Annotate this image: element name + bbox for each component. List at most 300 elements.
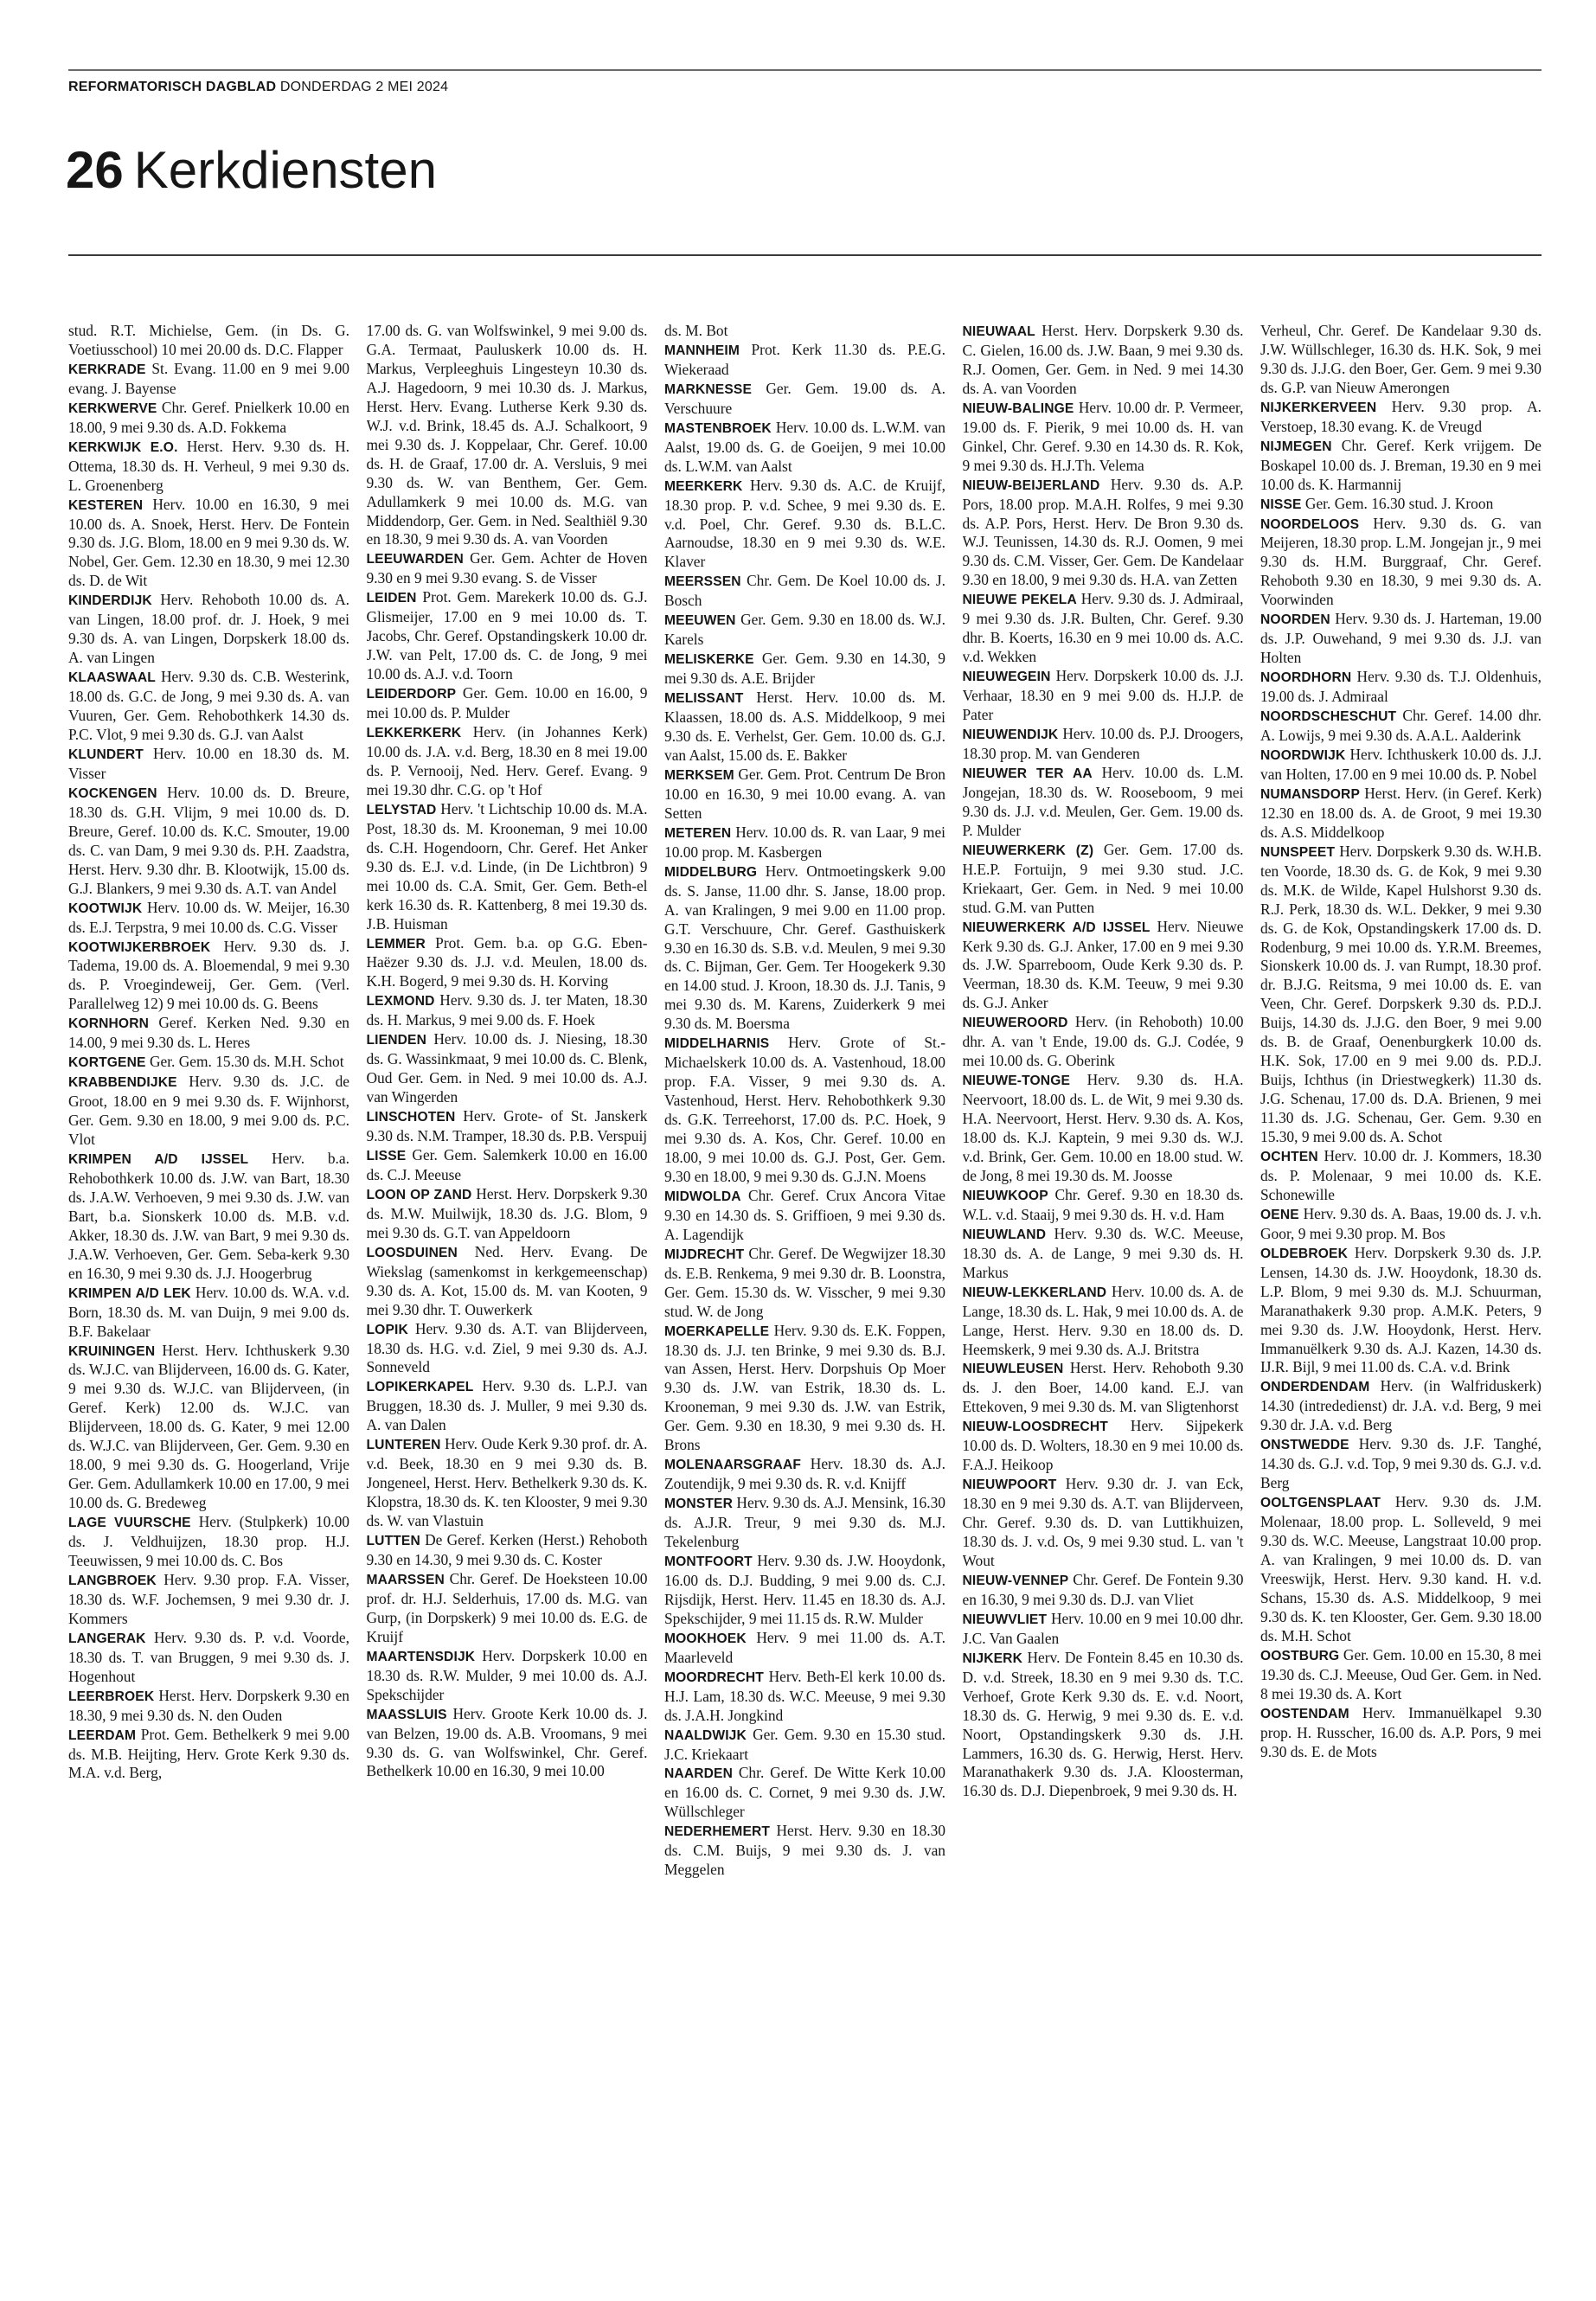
place-name: NIEUWE-TONGE <box>962 1074 1071 1089</box>
listing-entry <box>664 1187 945 1245</box>
place-name: LANGERAK <box>68 1631 146 1646</box>
listing-entry <box>963 1571 1244 1610</box>
listing-entry <box>963 725 1244 764</box>
listing-entry <box>1260 1244 1542 1378</box>
listing-entry <box>68 1073 349 1150</box>
listing-entry <box>1260 322 1542 398</box>
service-details: Herst. Herv. 9.30 en 18.30 ds. C.M. Buijs, 9 mei 9.30 ds. J. van Meggelen <box>664 1822 945 1879</box>
service-details: Herv. 10.00 ds. L.M. Jongejan, 18.30 ds. W. Rooseboom, 9 mei 9.30 ds. J.J. v.d. Meulen, Ger. Gem. 19.00 ds. P. Mulder <box>962 763 1244 839</box>
place-name: NIEUW-BALINGE <box>962 401 1074 416</box>
place-name: MOOKHOEK <box>664 1631 747 1646</box>
service-details: Herv. Grote- of St. Janskerk 9.30 ds. N.M. Tramper, 18.30 ds. P.B. Verspuij <box>366 1107 648 1145</box>
place-name: MOLENAARSGRAAF <box>664 1458 802 1473</box>
place-name: KERKWIJK E.O. <box>68 439 178 455</box>
service-details: Herv. 10.00 dr. P. Vermeer, 19.00 ds. F. Pierik, 9 mei 10.00 ds. H. van Ginkel, Chr. Geref. 9.30 en 14.30 ds. R. Kok, 9 mei 9.30 ds. H.J.Th. Velema <box>962 398 1244 474</box>
listing-entry <box>1260 1493 1542 1646</box>
listing-entry <box>367 723 648 800</box>
place-name: KESTEREN <box>68 497 144 513</box>
service-details: Herv. 10.00 en 16.30, 9 mei 10.00 ds. A. Snoek, Herst. Herv. De Fontein 9.30 ds. J.G. Blom, 18.00 en 9 mei 9.30 ds. W. Nobel, Ger. Gem. 12.30 en 18.30, 9 mei 12.30 ds. D. de Wit <box>68 495 349 590</box>
listing-entry <box>367 1531 648 1570</box>
listing-entry <box>1260 495 1542 515</box>
place-name: NIEUW-BEIJERLAND <box>962 478 1100 493</box>
column-4 <box>963 322 1244 2284</box>
service-details: Herv. Oude Kerk 9.30 prof. dr. A. v.d. Beek, 18.30 en 9 mei 9.30 ds. B. Jongeneel, Herst. Herv. Bethelkerk 9.30 ds. K. Klopstra, 18.30 ds. K. ten Klooster, 9 mei 9.30 ds. W. van Vlastuin <box>366 1435 648 1530</box>
place-name: NIEUWLEUSEN <box>962 1362 1064 1377</box>
listing-entry <box>1260 437 1542 495</box>
listing-entry <box>664 322 945 341</box>
listing-entry <box>68 1513 349 1571</box>
service-details: Herv. 't Lichtschip 10.00 ds. M.A. Post, 18.30 ds. M. Krooneman, 9 mei 10.00 ds. C.H. Hogendoorn, Chr. Geref. Het Anker 9.30 ds. E.J. v.d. Linde, (in De Lichtbron) 9 mei 10.00 ds. C.A. Smit, Ger. Gem. Beth-el kerk 16.30 ds. R. Kattenberg, 8 mei 19.30 ds. J.B. Huisman <box>366 799 648 933</box>
service-details: Chr. Geref. Crux Ancora Vitae 9.30 en 14.30 ds. S. Griffioen, 9 mei 9.30 ds. A. Lagendijk <box>664 1186 945 1243</box>
service-details: Herst. Herv. Rehoboth 9.30 ds. J. den Boer, 14.00 kand. E.J. van Ettekoven, 9 mei 9.30 ds. M. van Sligtenhorst <box>962 1359 1244 1416</box>
place-name: NIEUW-LEKKERLAND <box>962 1285 1107 1300</box>
place-name: MEERKERK <box>664 478 743 494</box>
service-details: Herv. Nieuwe Kerk 9.30 ds. G.J. Anker, 17.00 en 9 mei 9.30 ds. J.W. Sparreboom, Oude Kerk 9.30 ds. P. Veerman, 18.30 ds. K.M. Teeuw, 9 mei 9.30 ds. G.J. Anker <box>962 917 1244 1012</box>
listing-entry <box>664 650 945 689</box>
place-name: LEERBROEK <box>68 1689 155 1704</box>
place-name: OOSTENDAM <box>1260 1706 1349 1721</box>
place-name: NIEUWVLIET <box>962 1612 1048 1627</box>
listing-entry <box>68 899 349 938</box>
listing-entry <box>664 1245 945 1322</box>
place-name: LUNTEREN <box>366 1438 441 1453</box>
place-name: NAALDWIJK <box>664 1727 747 1743</box>
listing-entry <box>68 1687 349 1726</box>
issue-date: DONDERDAG 2 MEI 2024 <box>279 80 449 94</box>
listing-entry <box>963 1359 1244 1417</box>
service-details: Herv. 10.00 ds. L.W.M. van Aalst, 19.00 ds. G. de Goeijen, 9 mei 10.00 ds. L.W.M. van Aalst <box>664 418 945 475</box>
service-details: Herv. 9 mei 11.00 ds. A.T. Maarleveld <box>664 1628 945 1666</box>
listing-entry <box>68 1342 349 1514</box>
service-details: Ger. Gem. Prot. Centrum De Bron 10.00 en 16.30, 9 mei 10.00 evang. A. van Setten <box>664 765 945 822</box>
place-name: NISSE <box>1260 497 1302 512</box>
place-name: MANNHEIM <box>664 343 740 358</box>
service-details: Herv. 9.30 ds. C.B. Westerink, 18.00 ds. G.C. de Jong, 9 mei 9.30 ds. A. van Vuuren, Ger. Gem. Rehobothkerk 14.30 ds. P.C. Vlot, 9 mei 9.30 ds. G.J. van Aalst <box>68 668 349 744</box>
service-details: Ger. Gem. 19.00 ds. A. Verschuure <box>664 379 945 417</box>
listing-entry <box>1260 398 1542 437</box>
service-details: Herv. 9.30 ds. J.C. de Groot, 18.00 en 9 mei 9.30 ds. F. Wijnhorst, Ger. Gem. 9.30 en 18.00, 9 mei 9.00 ds. P.C. Vlot <box>68 1073 349 1149</box>
service-details: Prot. Gem. Marekerk 10.00 ds. G.J. Glismeijer, 17.00 en 9 mei 10.00 ds. T. Jacobs, Chr. Geref. Opstandingskerk 10.00 dr. J.W. van Pelt, 17.00 ds. C. de Jong, 9 mei 10.00 ds. A.J. v.d. Toorn <box>366 588 648 683</box>
place-name: LOOSDUINEN <box>366 1245 458 1260</box>
service-details: Herst. Herv. Ichthuskerk 9.30 ds. W.J.C. van Blijderveen, 16.00 ds. G. Kater, 9 mei 9.30 ds. W.J.C. van Blijderveen, (in Geref. Kerk) 12.00 ds. W.J.C. van Blijderveen, 18.00 ds. G. Kater, 9 mei 12.00 ds. W.J.C. van Blijderveen, Ger. Gem. 9.30 en 18.00, 9 mei 9.30 ds. G. Hoogerland, Vrije Ger. Gem. Adullamkerk 10.00 en 17.00, 9 mei 10.00 ds. G. Bredeweg <box>68 1341 349 1512</box>
service-details: Herv. 9.30 ds. A.P. Pors, 18.00 prop. M.A.H. Rolfes, 9 mei 9.30 ds. A.P. Pors, Herst. Herv. De Bron 9.30 ds. W.J. Teunissen, 14.30 ds. R.J. Oomen, 9 mei 9.30 ds. C.M. Visser, Ger. Gem. De Kandelaar 9.30 en 18.00, 9 mei 9.30 ds. H.A. van Zetten <box>962 475 1244 589</box>
place-name: LAGE VUURSCHE <box>68 1516 191 1531</box>
place-name: OCHTEN <box>1260 1149 1318 1164</box>
listing-entry <box>68 1726 349 1784</box>
service-details: Herv. (in Walfriduskerk) 14.30 (intrededienst) dr. J.A. v.d. Berg, 9 mei 9.30 dr. J.A. v.d. Berg <box>1260 1377 1542 1434</box>
listing-entry <box>367 1705 648 1782</box>
service-details: Chr. Geref. 14.00 dhr. A. Lowijs, 9 mei 9.30 ds. A.A.L. Aalderink <box>1260 707 1542 745</box>
place-name: KOCKENGEN <box>68 785 157 801</box>
service-details: Ger. Gem. 10.00 en 15.30, 8 mei 19.30 ds. C.J. Meeuse, Oud Ger. Gem. in Ned. 8 mei 19.30 ds. A. Kort <box>1260 1645 1542 1702</box>
listing-entry <box>664 1494 945 1552</box>
service-details: Herv. Beth-El kerk 10.00 ds. H.J. Lam, 18.30 ds. W.C. Meeuse, 9 mei 9.30 ds. J.A.H. Jongkind <box>664 1667 945 1724</box>
place-name: NIEUWERKERK (Z) <box>962 843 1094 858</box>
service-details: Herv. Grote of St.-Michaelskerk 10.00 ds. A. Vastenhoud, 18.00 prop. F.A. Visser, 9 mei 9.30 ds. A. Vastenhoud, Herst. Herv. Rehobothkerk 9.30 ds. G.K. Terreehorst, 17.00 ds. P.C. Hoek, 9 mei 9.30 ds. A. Kos, Chr. Geref. 10.00 en 18.00, 9 mei 10.00 ds. G.J. Post, Ger. Gem. 9.30 en 18.00, 9 mei 9.30 ds. G.J.N. Moens <box>664 1034 945 1185</box>
listing-entry <box>68 1150 349 1284</box>
listing-entry <box>367 684 648 723</box>
place-name: MELISKERKE <box>664 652 754 668</box>
place-name: KOOTWIJKERBROEK <box>68 939 211 955</box>
service-details: Herv. 9.30 ds. J. Harteman, 19.00 ds. J.P. Ouwehand, 9 mei 9.30 ds. J.J. van Holten <box>1260 610 1542 667</box>
listing-entry <box>664 1322 945 1456</box>
listing-entry <box>68 1053 349 1073</box>
listing-entry <box>367 991 648 1030</box>
service-details: Herv. 9.30 ds. L.P.J. van Bruggen, 18.30 ds. J. Muller, 9 mei 9.30 ds. A. van Dalen <box>366 1377 648 1434</box>
service-details: Herv. Groote Kerk 10.00 ds. J. van Belzen, 19.00 ds. A.B. Vroomans, 9 mei 9.30 ds. G. van Wolfswinkel, Chr. Geref. Bethelkerk 10.00 en 16.30, 9 mei 10.00 <box>366 1704 648 1780</box>
listing-entry <box>664 766 945 824</box>
listing-entry <box>963 590 1244 667</box>
service-details: Ger. Gem. 9.30 en 15.30 stud. J.C. Kriekaart <box>664 1725 945 1763</box>
listing-entry <box>68 496 349 592</box>
place-name: LEXMOND <box>366 994 435 1009</box>
service-details: Ger. Gem. 17.00 ds. H.E.P. Fortuijn, 9 mei 9.30 stud. J.C. Kriekaart, Ger. Gem. in Ned. 9 mei 10.00 stud. G.M. van Putten <box>962 840 1244 916</box>
page-number: 26 <box>66 141 124 199</box>
service-details: Chr. Geref. De Hoeksteen 10.00 prof. dr. H.J. Selderhuis, 17.00 ds. M.G. van Gurp, (in Dorpskerk) 9 mei 10.00 ds. E.G. de Kruijf <box>366 1569 648 1645</box>
service-details: Ger. Gem. 15.30 ds. M.H. Schot <box>149 1053 344 1071</box>
place-name: NIEUWEROORD <box>962 1016 1068 1031</box>
header-rule <box>68 254 1542 256</box>
place-name: NIEUW-VENNEP <box>962 1573 1069 1588</box>
service-details: Herv. 10.00 ds. A. de Lange, 18.30 ds. L. Hak, 9 mei 10.00 ds. A. de Lange, Herst. Herv. 9.30 en 18.00 ds. D. Heemskerk, 9 mei 9.30 ds. A.J. Britstra <box>962 1282 1244 1358</box>
service-details: Herv. 9.30 prop. F.A. Visser, 18.30 ds. W.F. Jochemsen, 9 mei 9.30 dr. J. Kommers <box>68 1570 349 1627</box>
listing-entry <box>1260 515 1542 611</box>
service-details: Chr. Geref. Pnielkerk 10.00 en 18.00, 9 mei 9.30 ds. A.D. Fokkema <box>68 398 349 436</box>
place-name: NAARDEN <box>664 1766 734 1782</box>
service-details: Herv. 9.30 ds. A.C. de Kruijf, 18.30 prop. P. v.d. Schee, 9 mei 9.30 ds. E. v.d. Poel, Chr. Geref. 9.30 ds. B.L.C. Aarnoudse, 18.30 en 9 mei 9.30 ds. W.E. Klaver <box>664 476 945 571</box>
place-name: KERKRADE <box>68 362 146 377</box>
place-name: MEEUWEN <box>664 613 736 629</box>
service-details: Herv. 10.00 en 9 mei 10.00 dhr. J.C. Van Gaalen <box>962 1609 1244 1647</box>
place-name: MERKSEM <box>664 767 734 783</box>
listing-entry <box>367 1377 648 1435</box>
service-details: Herv. Dorpskerk 10.00 en 18.30 ds. R.W. Mulder, 9 mei 10.00 ds. A.J. Spekschijder <box>366 1646 648 1703</box>
place-name: LEKKERKERK <box>366 726 462 741</box>
place-name: OOLTGENSPLAAT <box>1260 1496 1381 1511</box>
listing-entry <box>963 1071 1244 1186</box>
listing-entry <box>367 1570 648 1647</box>
listing-entry <box>1260 1435 1542 1493</box>
service-details: Herv. 9.30 ds. P. v.d. Voorde, 18.30 ds. T. van Bruggen, 9 mei 9.30 ds. J. Hogenhout <box>68 1628 349 1685</box>
place-name: ONDERDENDAM <box>1260 1380 1370 1395</box>
place-name: MOERKAPELLE <box>664 1324 770 1339</box>
place-name: KRIMPEN A/D LEK <box>68 1285 191 1301</box>
service-details: Herv. 10.00 ds. R. van Laar, 9 mei 10.00 prop. M. Kasbergen <box>664 823 945 861</box>
listing-entry <box>367 934 648 992</box>
place-name: KLAASWAAL <box>68 670 156 686</box>
listing-entry <box>664 1552 945 1629</box>
place-name: NIJKERK <box>962 1650 1023 1666</box>
listing-entry <box>664 380 945 419</box>
listing-entry <box>1260 1646 1542 1704</box>
place-name: NIEUW-LOOSDRECHT <box>962 1420 1108 1435</box>
listing-entry <box>68 1284 349 1342</box>
place-name: LANGBROEK <box>68 1573 157 1588</box>
service-details: Chr. Geref. Kerk vrijgem. De Boskapel 10.00 ds. J. Breman, 19.30 en 9 mei 10.00 ds. K. Harmannij <box>1260 436 1542 493</box>
service-details: Herv. 9.30 ds. A.J. Mensink, 16.30 ds. A.J.R. Treur, 9 mei 9.30 ds. M.J. Tekelenburg <box>664 1494 945 1551</box>
place-name: NIEUWE PEKELA <box>962 593 1077 608</box>
place-name: LOPIK <box>366 1322 408 1337</box>
listing-entry <box>367 322 648 549</box>
listing-entry <box>664 341 945 380</box>
listing-entry <box>664 824 945 862</box>
listing-entry <box>367 1030 648 1107</box>
place-name: LINSCHOTEN <box>366 1110 456 1125</box>
listing-entry <box>963 1013 1244 1071</box>
place-name: NOORDEN <box>1260 612 1330 628</box>
place-name: LOON OP ZAND <box>366 1187 472 1202</box>
place-name: NIEUWKOOP <box>962 1188 1048 1203</box>
listing-entry <box>963 1610 1244 1649</box>
service-details: Herv. Ontmoetingskerk 9.00 ds. S. Janse, 11.00 dhr. S. Janse, 18.00 prop. A. van Kralingen, 9 mei 9.00 en 11.00 prop. G.T. Verschuure, Chr. Geref. Gasthuiskerk 9.30 en 16.30 ds. S.B. v.d. Meulen, 9 mei 9.30 ds. C. Bijman, Ger. Gem. Ter Hoogekerk 9.30 en 14.00 stud. J. Kroon, 18.30 ds. J.J. Tanis, 9 mei 9.30 ds. M. Karens, Zuiderkerk 9 mei 9.30 ds. M. Boersma <box>664 862 945 1033</box>
service-details: Herst. Herv. Dorpskerk 9.30 en 18.30, 9 mei 9.30 ds. N. den Ouden <box>68 1686 349 1724</box>
listing-entry <box>367 1647 648 1705</box>
place-name: NUMANSDORP <box>1260 786 1360 802</box>
place-name: MIDDELBURG <box>664 864 758 880</box>
service-details: Herv. 9.30 ds. E.K. Foppen, 18.30 ds. J.J. ten Brinke, 9 mei 9.30 ds. B.J. van Assen, Herst. Herv. Dorpshuis Op Moer 9.30 ds. J.W. van Estrik, 18.30 ds. L. Krooneman, 9 mei 9.30 ds. J.W. van Estrik, Ger. Gem. 9.30 en 18.30, 9 mei 9.30 ds. H. Brons <box>664 1321 945 1454</box>
listing-entry <box>664 1726 945 1765</box>
place-name: MIDDELHARNIS <box>664 1036 770 1052</box>
service-details: ds. M. Bot <box>664 322 728 339</box>
service-details: Herv. De Fontein 8.45 en 10.30 ds. D. v.d. Streek, 18.30 en 9 mei 9.30 ds. T.C. Verhoef, Grote Kerk 9.30 ds. E. v.d. Noort, 18.30 ds. G. Herwig, 9 mei 9.30 ds. E. v.d. Noort, Opstandingskerk 9.30 ds. J.H. Lammers, 16.30 ds. G. Herwig, Herst. Herv. Maranathakerk 9.30 ds. J.A. Kloosterman, 16.30 ds. D.J. Diepenbroek, 9 mei 9.30 ds. H. <box>962 1648 1244 1800</box>
listing-entry <box>68 1571 349 1629</box>
place-name: MIDWOLDA <box>664 1189 741 1204</box>
section-heading <box>66 140 437 201</box>
place-name: NIEUWLAND <box>962 1227 1047 1242</box>
service-details: Herv. (Stulpkerk) 10.00 ds. J. Veldhuijzen, 18.30 prop. H.J. Teeuwissen, 9 mei 10.00 ds. C. Bos <box>68 1513 349 1569</box>
listing-entry <box>664 1668 945 1726</box>
listing-entry <box>963 399 1244 476</box>
service-details: Herv. 10.00 ds. J. Niesing, 18.30 ds. G. Wassinkmaat, 9 mei 10.00 ds. C. Blenk, Oud Ger. Gem. in Ned. 9 mei 10.00 ds. A.J. van Wingerden <box>366 1030 648 1106</box>
listing-entry <box>68 360 349 399</box>
place-name: MAARSSEN <box>366 1572 445 1587</box>
place-name: NOORDELOOS <box>1260 516 1360 532</box>
place-name: LEEUWARDEN <box>366 552 464 567</box>
service-details: Herv. 9.30 ds. A.T. van Blijderveen, 18.30 ds. H.G. v.d. Ziel, 9 mei 9.30 ds. A.J. Sonneveld <box>366 1319 648 1376</box>
service-details: Herv. 9.30 ds. H.A. Neervoort, 18.00 ds. L. de Wit, 9 mei 9.30 ds. H.A. Neervoort, Herst. Herv. 9.30 ds. A. Kos, 18.00 ds. K.J. Kaptein, 9 mei 9.30 ds. W.J. v.d. Brink, Ger. Gem. 10.00 en 18.00 stud. W. de Jong, 8 mei 19.30 ds. M. Joosse <box>962 1071 1244 1184</box>
listing-entry <box>963 1417 1244 1475</box>
column-5 <box>1260 322 1542 2284</box>
service-details: Herv. 9.30 ds. J. Tadema, 19.00 ds. A. Bloemendal, 9 mei 9.30 ds. P. Vroegindeweij, Ger. Gem. (Verl. Parallelweg 12) 9 mei 10.00 ds. G. Beens <box>68 937 349 1013</box>
place-name: LEIDEN <box>366 591 417 606</box>
listing-entry <box>963 1475 1244 1571</box>
listing-entry <box>963 764 1244 841</box>
place-name: NIJKERKERVEEN <box>1260 400 1377 415</box>
column-2 <box>367 322 648 2284</box>
service-details: Prot. Gem. b.a. op G.G. Eben-Haëzer 9.30 ds. J.J. v.d. Meulen, 18.00 ds. K.H. Bogerd, 9 mei 9.30 ds. H. Korving <box>366 933 648 990</box>
listing-entry <box>664 419 945 477</box>
service-details: Herv. 9.30 ds. G. van Meijeren, 18.30 prop. L.M. Jongejan jr., 9 mei 9.30 ds. H.M. Burggraaf, Chr. Geref. Rehoboth 9.30 en 18.30, 9 mei 9.30 ds. A. Voorwinden <box>1260 514 1542 609</box>
service-details: Herv. Rehoboth 10.00 ds. A. van Lingen, 18.00 prof. dr. J. Hoek, 9 mei 9.30 ds. A. van Lingen, Dorpskerk 18.00 ds. A. van Lingen <box>68 591 349 667</box>
column-1 <box>68 322 349 2284</box>
place-name: MASTENBROEK <box>664 420 772 436</box>
place-name: MAARTENSDIJK <box>366 1649 476 1664</box>
place-name: KRUININGEN <box>68 1343 156 1359</box>
service-details: Prot. Gem. Bethelkerk 9 mei 9.00 ds. M.B. Heijting, Herv. Grote Kerk 9.30 ds. M.A. v.d. Berg, <box>68 1725 349 1782</box>
service-details: Herv. (in Johannes Kerk) 10.00 ds. J.A. v.d. Berg, 18.30 en 8 mei 19.00 ds. P. Vernooij, Ned. Herv. Geref. Evang. 9 mei 19.30 dhr. C.G. op 't Hof <box>366 723 648 798</box>
place-name: LIENDEN <box>366 1033 426 1048</box>
place-name: LUTTEN <box>366 1534 420 1549</box>
place-name: LEMMER <box>366 936 426 952</box>
listing-entry <box>1260 1147 1542 1205</box>
listing-entry <box>68 438 349 496</box>
place-name: MOORDRECHT <box>664 1670 764 1685</box>
service-details: Ger. Gem. Achter de Hoven 9.30 en 9 mei 9.30 evang. S. de Visser <box>366 549 648 587</box>
service-details: 17.00 ds. G. van Wolfswinkel, 9 mei 9.00 ds. G.A. Termaat, Pauluskerk 10.00 ds. H. Markus, Verpleeghuis Lingesteyn 10.30 ds. A.J. Hagedoorn, 9 mei 10.30 ds. J. Markus, Herst. Herv. Evang. Lutherse Kerk 9.30 ds. W.J. v.d. Brink, 18.45 ds. A.J. Schalkoort, 9 mei 9.30 ds. J. Koppelaar, Chr. Geref. 10.00 ds. H. de Graaf, 17.00 dr. A. Versluis, 9 mei 9.30 ds. W. van Benthem, Ger. Gem. Adullamkerk 9 mei 10.00 ds. M.G. van Middendorp, Ger. Gem. in Ned. Sealthiël 9.30 en 18.30, 9 mei 9.30 ds. A. van Voorden <box>366 322 648 548</box>
place-name: MEERSSEN <box>664 574 741 590</box>
listing-entry <box>963 1649 1244 1802</box>
service-details: Herv. 9.30 ds. J. ter Maten, 18.30 ds. H. Markus, 9 mei 9.00 ds. F. Hoek <box>366 991 648 1029</box>
newspaper-name: REFORMATORISCH DAGBLAD <box>68 80 277 94</box>
listing-entry <box>963 841 1244 918</box>
place-name: MARKNESSE <box>664 381 752 397</box>
place-name: MELISSANT <box>664 691 744 707</box>
listing-entry <box>367 1320 648 1378</box>
service-details: Verheul, Chr. Geref. De Kandelaar 9.30 ds. J.W. Wüllschleger, 16.30 ds. H.K. Sok, 9 mei 9.30 ds. J.J.G. den Boer, Ger. Gem. 9 mei 9.30 ds. G.P. van Nieuw Amerongen <box>1260 322 1542 396</box>
service-details: Geref. Kerken Ned. 9.30 en 14.00, 9 mei 9.30 ds. L. Heres <box>68 1014 349 1052</box>
place-name: KORNHORN <box>68 1016 150 1032</box>
listing-entry <box>1260 610 1542 668</box>
listing-entry <box>68 745 349 784</box>
place-name: NIEUWPOORT <box>962 1477 1057 1493</box>
service-details: Herv. 9.30 ds. A. Baas, 19.00 ds. J. v.h. Goor, 9 mei 9.30 prop. M. Bos <box>1260 1204 1542 1242</box>
service-details: Chr. Geref. De Fontein 9.30 en 16.30, 9 mei 9.30 ds. D.J. van Vliet <box>962 1570 1244 1608</box>
listing-entry <box>1260 707 1542 746</box>
place-name: NOORDHORN <box>1260 670 1352 686</box>
service-details: Chr. Geref. De Witte Kerk 10.00 en 16.00 ds. C. Cornet, 9 mei 9.30 ds. J.W. Wüllschleger <box>664 1764 945 1821</box>
place-name: NIEUWERKERK A/D IJSSEL <box>962 920 1151 935</box>
service-details: St. Evang. 11.00 en 9 mei 9.00 evang. J. Bayense <box>68 359 349 397</box>
place-name: NIEUWENDIJK <box>962 727 1059 743</box>
service-details: Herst. Herv. 9.30 ds. H. Ottema, 18.30 ds. H. Verheul, 9 mei 9.30 ds. L. Groenenberg <box>68 437 349 494</box>
listing-entry <box>664 611 945 650</box>
listing-entry <box>963 667 1244 725</box>
place-name: NOORDSCHESCHUT <box>1260 709 1397 725</box>
listing-entry <box>367 549 648 588</box>
place-name: NIEUWAAL <box>962 324 1035 339</box>
listing-entry <box>68 399 349 438</box>
service-details: Herv. Dorpskerk 9.30 ds. W.H.B. ten Voorde, 18.30 ds. G. de Kok, 9 mei 9.30 ds. M.K. de Wilde, Kapel Hulshorst 9.30 ds. R.J. Perk, 18.30 ds. W.L. Dekker, 9 mei 9.30 ds. G. de Kok, Opstandingskerk 17.00 ds. D. Rodenburg, 9 mei 10.00 ds. Y.R.M. Breemes, Sionskerk 10.00 ds. J. van Rumpt, 18.30 prof. dr. B.J.G. Reitsma, 9 mei 10.00 ds. E. van Veen, Chr. Geref. Dorpskerk 9.30 ds. P.D.J. Buijs, 14.30 ds. J.J.G. den Boer, 9 mei 9.00 ds. B. de Graaf, Oenenburgkerk 10.00 ds. H.K. Sok, 17.00 en 9 mei 9.00 ds. P.D.J. Buijs, Ichthus (in Driestwegkerk) 11.30 ds. J.G. Schenau, 17.00 ds. D.A. Brienen, 9 mei 11.30 ds. J.G. Schenau, Ger. Gem. 9.30 en 15.30, 9 mei 9.00 ds. A. Schot <box>1260 842 1542 1146</box>
service-details: stud. R.T. Michielse, Gem. (in Ds. G. Voetiusschool) 10 mei 20.00 ds. D.C. Flapper <box>68 322 349 358</box>
place-name: MIJDRECHT <box>664 1247 745 1262</box>
service-details: Herst. Herv. Dorpskerk 9.30 ds. M.W. Muilwijk, 18.30 ds. J.G. Blom, 9 mei 9.30 ds. G.T. van Appeldoorn <box>366 1184 648 1241</box>
service-details: Herv. Sijpekerk 10.00 ds. D. Wolters, 18.30 en 9 mei 10.00 ds. F.A.J. Heikoop <box>962 1417 1244 1474</box>
listing-entry <box>1260 1205 1542 1244</box>
place-name: LELYSTAD <box>366 802 437 817</box>
listing-entry <box>68 1629 349 1687</box>
listing-entry <box>963 1225 1244 1283</box>
service-details: Herv. 9.30 ds. J.F. Tanghé, 14.30 ds. G.J. v.d. Top, 9 mei 9.30 ds. G.J. v.d. Berg <box>1260 1435 1542 1492</box>
listing-entry <box>664 689 945 766</box>
place-name: LISSE <box>366 1148 407 1163</box>
top-rule <box>68 69 1542 71</box>
listing-entry <box>664 572 945 611</box>
listing-entry <box>68 322 349 360</box>
service-details: Herv. 18.30 ds. A.J. Zoutendijk, 9 mei 9.30 ds. R. v.d. Knijff <box>664 1455 945 1493</box>
service-details: Herv. 9.30 dr. J. van Eck, 18.30 en 9 mei 9.30 ds. A.T. van Blijderveen, Chr. Geref. 9.30 ds. D. van Luttikhuizen, 18.30 ds. J. v.d. Os, 9 mei 9.30 stud. L. van 't Wout <box>962 1475 1244 1569</box>
listing-entry <box>664 1629 945 1668</box>
listing-entry <box>367 1185 648 1243</box>
listing-entry <box>68 938 349 1015</box>
place-name: KRABBENDIJKE <box>68 1075 177 1091</box>
service-details: Ger. Gem. 10.00 en 16.00, 9 mei 10.00 ds. P. Mulder <box>366 684 648 722</box>
service-details: Herv. Dorpskerk 10.00 ds. J.J. Verhaar, 18.30 en 9 mei 9.00 ds. H.J.P. de Pater <box>962 667 1244 724</box>
listing-entry <box>367 1243 648 1320</box>
listing-entry <box>664 477 945 573</box>
place-name: OOSTBURG <box>1260 1648 1340 1663</box>
listing-entry <box>68 668 349 745</box>
service-details: Herst. Herv. 10.00 ds. M. Klaassen, 18.00 ds. A.S. Middelkoop, 9 mei 9.30 ds. E. Verhelst, Ger. Gem. 10.00 ds. G.J. van Aalst, 15.00 ds. E. Bakker <box>664 689 945 764</box>
place-name: NOORDWIJK <box>1260 747 1346 763</box>
listing-entry <box>367 1435 648 1531</box>
place-name: OLDEBROEK <box>1260 1246 1348 1261</box>
place-name: KERKWERVE <box>68 401 157 416</box>
service-details: Herv. 9.30 ds. J. Admiraal, 9 mei 9.30 ds. J.R. Bulten, Chr. Geref. 9.30 dhr. B. Koerts, 16.30 en 9 mei 10.00 ds. A.C. v.d. Wekken <box>962 590 1244 666</box>
column-3 <box>664 322 945 2284</box>
service-details: Herv. 9.30 ds. T.J. Oldenhuis, 19.00 ds. J. Admiraal <box>1260 668 1542 706</box>
service-details: Chr. Gem. De Koel 10.00 ds. J. Bosch <box>664 572 945 610</box>
service-details: Herv. 10.00 ds. W. Meijer, 16.30 ds. E.J. Terpstra, 9 mei 10.00 ds. C.G. Visser <box>68 898 349 936</box>
place-name: MAASSLUIS <box>366 1707 447 1722</box>
listing-entry <box>963 322 1244 399</box>
place-name: KORTGENE <box>68 1055 146 1071</box>
listing-entry <box>1260 1704 1542 1762</box>
listing-entry <box>367 588 648 684</box>
service-details: Herv. 10.00 dr. J. Kommers, 18.30 ds. P. Molenaar, 9 mei 10.00 ds. K.E. Schonewille <box>1260 1146 1542 1203</box>
listing-entry <box>1260 785 1542 843</box>
place-name: ONSTWEDDE <box>1260 1438 1349 1453</box>
service-details: Ger. Gem. 9.30 en 18.00 ds. W.J. Karels <box>664 611 945 649</box>
service-details: Herv. (in Rehoboth) 10.00 dhr. A. van 't Ende, 19.00 ds. G.J. Codée, 9 mei 10.00 ds. G. Oberink <box>962 1013 1244 1070</box>
service-details: Herv. 9.30 ds. J.M. Molenaar, 18.00 prop. L. Solleveld, 9 mei 9.30 ds. W.C. Meeuse, Langstraat 10.00 prop. A. van Kralingen, 9 mei 10.00 ds. D. van Vreeswijk, Herst. Herv. 9.30 kand. H. v.d. Schans, 15.30 ds. A.S. Middelkoop, 9 mei 9.30 ds. K. ten Klooster, Ger. Gem. 9.30 18.00 ds. M.H. Schot <box>1260 1493 1542 1644</box>
place-name: KINDERDIJK <box>68 593 152 609</box>
service-details: Herst. Herv. (in Geref. Kerk) 12.30 en 18.00 ds. A. de Groot, 9 mei 19.30 ds. A.S. Middelkoop <box>1260 784 1542 841</box>
listing-entry <box>664 1034 945 1187</box>
place-name: KOOTWIJK <box>68 901 143 916</box>
listing-entry <box>963 476 1244 591</box>
service-details: Herv. 9.30 prop. A. Verstoep, 18.30 evang. K. de Vreugd <box>1260 397 1542 435</box>
place-name: NEDERHEMERT <box>664 1824 771 1840</box>
service-details: Herst. Herv. Dorpskerk 9.30 ds. C. Gielen, 16.00 ds. J.W. Baan, 9 mei 9.30 ds. R.J. Oomen, Ger. Gem. in Ned. 9 mei 14.30 ds. A. van Voorden <box>962 322 1244 397</box>
service-details: Chr. Geref. 9.30 en 18.30 ds. W.L. v.d. Staaij, 9 mei 9.30 ds. H. v.d. Ham <box>962 1185 1244 1223</box>
place-name: NUNSPEET <box>1260 844 1336 860</box>
service-details: Herv. 9.30 ds. W.C. Meeuse, 18.30 ds. A. de Lange, 9 mei 9.30 ds. H. Markus <box>962 1224 1244 1281</box>
service-details: Ned. Herv. Evang. De Wiekslag (samenkomst in kerkgemeenschap) 9.30 ds. A. Kot, 15.00 ds. M. van Kooten, 9 mei 9.30 dhr. T. Ouwerkerk <box>366 1242 648 1318</box>
place-name: NIEUWEGEIN <box>962 670 1051 685</box>
place-name: NIJMEGEN <box>1260 439 1332 454</box>
place-name: MONTFOORT <box>664 1554 753 1569</box>
listing-entry <box>1260 843 1542 1147</box>
service-details: Chr. Geref. De Wegwijzer 18.30 ds. E.B. Renkema, 9 mei 9.30 dr. B. Loonstra, Ger. Gem. 15.30 ds. W. Visscher, 9 mei 9.30 stud. W. de Jong <box>664 1244 945 1320</box>
listing-entry <box>963 1186 1244 1225</box>
listing-entry <box>963 918 1244 1014</box>
listing-entry <box>963 1283 1244 1360</box>
listing-entry <box>664 1455 945 1494</box>
service-details: Herv. 10.00 ds. D. Breure, 18.30 ds. G.H. Vlijm, 9 mei 10.00 ds. D. Breure, Geref. 10.00 ds. K.C. Smouter, 19.00 ds. C. van Dam, 9 mei 9.30 ds. P.H. Zaadstra, Herst. Herv. 9.30 dhr. B. Klootwijk, 15.00 ds. G.J. Blankers, 9 mei 9.30 ds. A.T. van Andel <box>68 783 349 897</box>
listing-entry <box>367 800 648 934</box>
service-details: Herv. 9.30 ds. J.W. Hooydonk, 16.00 ds. D.J. Budding, 9 mei 9.00 ds. C.J. Rijsdijk, Herst. Herv. 11.45 en 18.30 ds. A.J. Spekschijder, 9 mei 11.15 ds. R.W. Mulder <box>664 1552 945 1627</box>
listing-entry <box>664 1764 945 1822</box>
place-name: LEERDAM <box>68 1727 137 1743</box>
service-details: Prot. Kerk 11.30 ds. P.E.G. Wiekeraad <box>664 340 945 378</box>
listing-entry <box>367 1146 648 1185</box>
listing-entry <box>1260 746 1542 785</box>
section-title: Kerkdiensten <box>133 141 437 199</box>
listing-entry <box>68 1014 349 1053</box>
listing-columns <box>68 322 1542 2284</box>
service-details: Ger. Gem. 9.30 en 14.30, 9 mei 9.30 ds. A.E. Brijder <box>664 650 945 688</box>
service-details: Herv. 10.00 en 18.30 ds. M. Visser <box>68 744 349 782</box>
